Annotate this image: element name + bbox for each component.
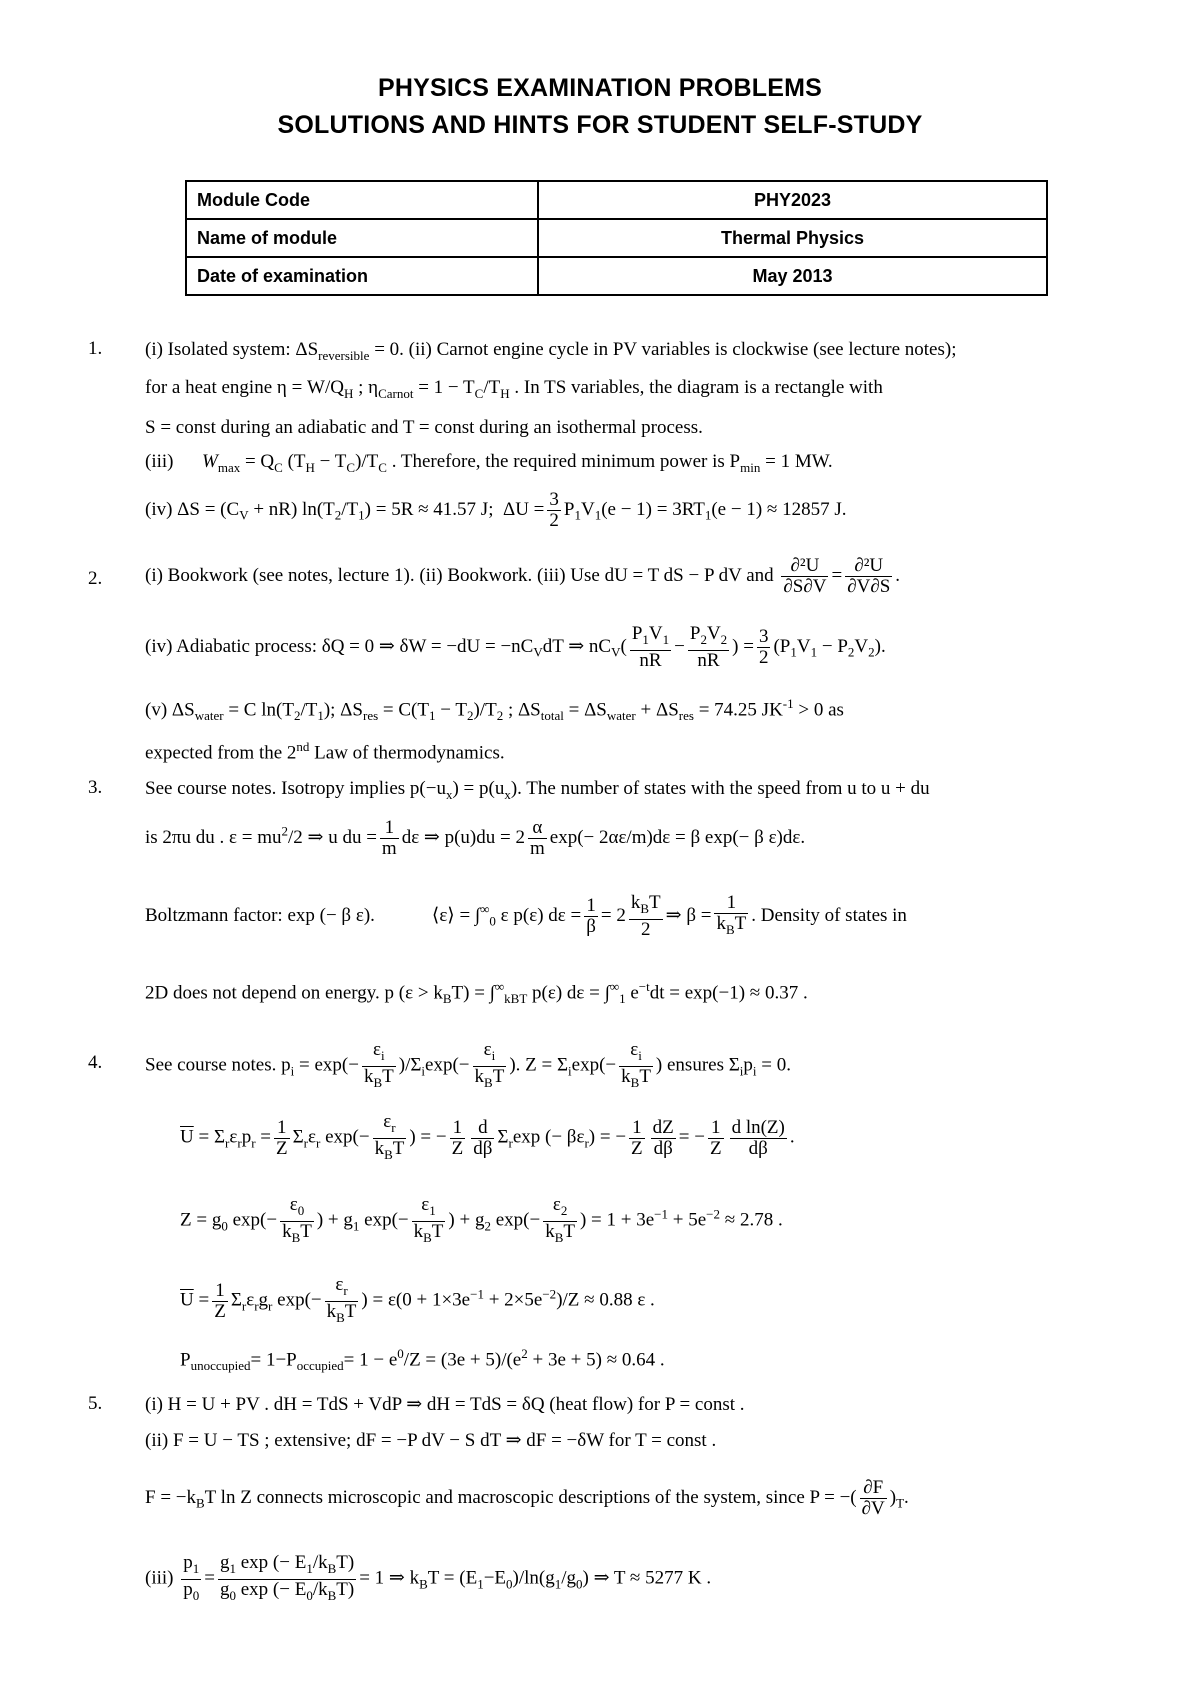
problem-4-line-2: $\overline{U} = \Sigma_r\varepsilon_rp_r$ = $\frac{1}{Z}$ $\Sigma_r\varepsilon_r$ exp(− $\varepsilon_r$ $k_BT$ ) = − $\frac{1}{Z}$ $\frac{d}{d\beta}$ $\Sigma_r\exp$ (− $\beta\varepsilon_r$) = − $\frac{1}{Z}$ $\frac{dZ}{d\beta}$ = − $\frac{1}{Z}$ $\frac{\text{d ln(Z)}}{d\beta}$ . [180,1111,795,1162]
problem-5-line-4: (iii) $\frac{p_1}{p_0}$ = $g_1$ exp (− $E_1/k_BT$) $g_0$ exp (− $E_0/k_BT$) = 1 ⇒ $k_BT = (E_1-E_0)/\ln(g_1/g_0)$ ⇒ T ≈ 5277 K . [145,1552,712,1603]
problem-1-line-1: (i) Isolated system: $\Delta S_{reversible} = 0$. (ii) Carnot engine cycle in PV variables is clockwise (see lecture notes); [145,339,957,363]
problem-3-line-2: is 2πu du . $\varepsilon = mu^2/2$ ⇒ u du = $\frac{1}{m}$ dε ⇒ p(u)du = 2 $\frac{\alpha}{m}$ exp(− 2αε/m)dε = β exp(− β ε)dε. [145,817,806,859]
module-code-value: PHY2023 [538,181,1047,219]
problem-2-line-4: expected from the 2nd Law of thermodynamics. [145,739,505,764]
problem-5-line-2: (ii) F = U − TS ; extensive; dF = −P dV − S dT ⇒ dF = −δW for T = const . [145,1430,717,1451]
problem-4-line-5: $P_{unoccupied}= 1-P_{occupied}= 1 - e^0/Z = (3e + 5)/(e^2 + 3e + 5) \approx 0.64$ . [180,1346,665,1374]
problem-2-line-1: (i) Bookwork (see notes, lecture 1). (ii) Bookwork. (iii) Use dU = T dS − P dV and $\frac{\text{∂²U}}{\partial S\partial V}$ = $\frac{\text{∂²U}}{\partial V\partial S}$ . [145,555,901,597]
module-info-table [185,180,1048,296]
exam-date-label: Date of examination [186,257,538,295]
problem-3-number: 3. [88,777,103,798]
problem-2-line-2: (iv) Adiabatic process: δQ = 0 ⇒ $\delta W = -dU = -nC_VdT$ ⇒ $nC_V$( $\frac{P_1V_1}{nR}$ − $\frac{P_2V_2}{nR}$ ) = $\frac{3}{2}$ $(P_1V_1 - P_2V_2)$. [145,623,886,671]
problem-2-number: 2. [88,568,103,589]
module-name-value: Thermal Physics [538,219,1047,257]
table-row [186,257,1047,295]
exam-date-value: May 2013 [538,257,1047,295]
problem-1-line-2: for a heat engine $\eta = W/Q_H$ ; $\eta_{Carnot} = 1 - T_C/T_H$ . In TS variables, the diagram is a rectangle with [145,377,883,401]
problem-3-line-3: Boltzmann factor: exp (− β ε). ⟨ε⟩ = $\int^\infty_0$ ε p(ε) dε = $\frac{1}{\beta}$ = 2 $k_BT$ 2 ⇒ β = 1 $k_BT$ . Density of states in [145,892,907,940]
problem-1-line-5: (iv) $\Delta S = (C_V + nR) \ln(T_2/T_1) = 5R \approx 41.57$ J; ΔU = $\frac{3}{2}$ $P_1V_1(e - 1) = 3RT_1(e - 1) \approx 12857$ J. [145,489,847,531]
problem-5-number: 5. [88,1393,103,1414]
problem-4-number: 4. [88,1052,103,1073]
module-code-label: Module Code [186,181,538,219]
problem-2-line-3: (v) $\Delta S_{water} = C$ $\ln(T_2/T_1)$; $\Delta S_{res} = C(T_1 - T_2)/T_2$ ; $\Delta S_{total} = \Delta S_{water} + \Delta S_{res} = 74.25$ $JK^{-1} > 0$ as [145,696,844,724]
table-row [186,219,1047,257]
problem-3-line-4: 2D does not depend on energy. p $(\varepsilon > k_BT) = \int^\infty_{kBT}$ p(ε) $d\varepsilon = \int^\infty_1$ $e^{-t}dt = \exp(-1) \approx 0.37$ . [145,979,808,1007]
page-title-line1: PHYSICS EXAMINATION PROBLEMS [377,74,823,102]
problem-4-line-3: $Z = g_0$ exp(− $\varepsilon_0$ $k_BT$ ) + $g_1$ exp(− $\varepsilon_1$ $k_BT$ ) + $g_2$ exp(− $\varepsilon_2$ $k_BT$ ) = $1 + 3e^{-1} + 5e^{-2} \approx 2.78$ . [180,1194,783,1245]
problem-1-line-3: S = const during an adiabatic and T = const during an isothermal process. [145,417,703,438]
problem-1-line-4: (iii) $W_{max} = Q_C$ $(T_H - T_C)/T_C$ . Therefore, the required minimum power is $P_{min} = 1$ MW. [145,451,833,475]
problem-5-line-1: (i) H = U + PV . dH = TdS + VdP ⇒ dH = TdS = δQ (heat flow) for P = const . [145,1394,745,1415]
problem-4-line-4: $\overline{U}$ = $\frac{1}{Z}$ $\Sigma_r\varepsilon_rg_r$ exp(− $\varepsilon_r$ $k_BT$ ) = $\varepsilon(0 + 1\times 3e^{-1} + 2\times 5e^{-2})/Z \approx 0.88$ ε . [180,1274,655,1325]
page-title-line2: SOLUTIONS AND HINTS FOR STUDENT SELF-STUDY [277,111,923,139]
table-row [186,181,1047,219]
module-name-label: Name of module [186,219,538,257]
problem-5-line-3: $F = -k_BT$ ln Z connects microscopic and macroscopic descriptions of the system, since P = −( $\frac{\partial F}{\partial V}$ )$_T$. [145,1477,909,1519]
problem-1-number: 1. [88,338,103,359]
problem-3-line-1: See course notes. Isotropy implies $p(-u_x) = p(u_x)$. The number of states with the speed from u to u + du [145,778,930,802]
problem-4-line-1: See course notes. $p_i = \exp(-$ $\varepsilon_i$ $k_BT$ )$/\Sigma_i\exp(-$ $\varepsilon_i$ $k_BT$ ). $Z = \Sigma_i\exp(-$ $\varepsilon_i$ $k_BT$ ) ensures $\Sigma_ip_i = 0$. [145,1039,792,1090]
